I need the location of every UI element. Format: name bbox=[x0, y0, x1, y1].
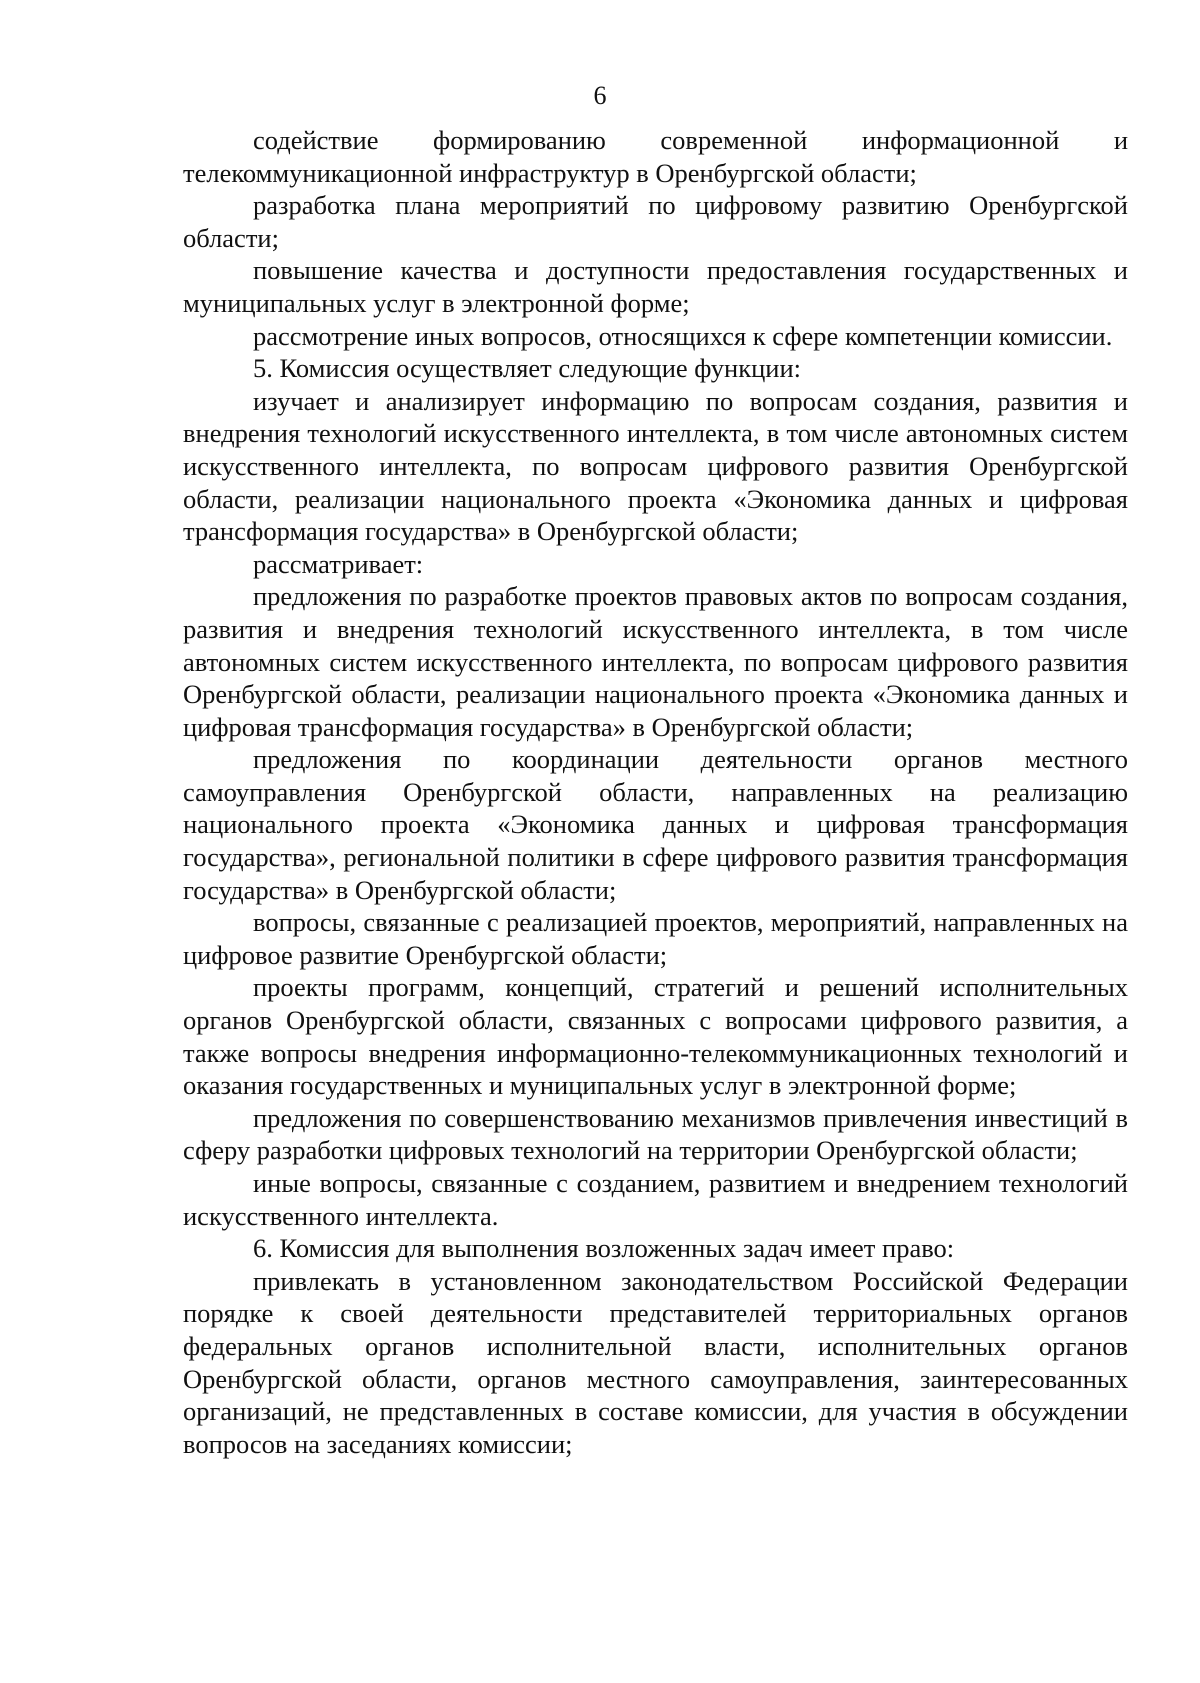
section-heading: 5. Комиссия осуществляет следующие функции: bbox=[253, 353, 801, 384]
page-number: 6 bbox=[593, 81, 607, 110]
paragraph: предложения по совершенствованию механизмов привлечения инвестиций в сферу разработки цифровых технологий на территории Оренбургской области; bbox=[183, 1102, 1128, 1166]
paragraph: изучает и анализирует информацию по вопросам создания, развития и внедрения технологий искусственного интеллекта, в том числе автономных систем искусственного интеллекта, по вопросам цифрового развития Оренбургской области, реализации национального проекта «Экономика данных и цифровая трансформация государства» в Оренбургской области; bbox=[183, 385, 1128, 547]
paragraph: привлекать в установленном законодательством Российской Федерации порядке к своей деятельности представителей территориальных органов федеральных органов исполнительной власти, исполнительных органов Оренбургской области, органов местного самоуправления, заинтересованных организаций, не представленных в составе комиссии, для участия в обсуждении вопросов на заседаниях комиссии; bbox=[183, 1265, 1128, 1459]
paragraph: предложения по координации деятельности органов местного самоуправления Оренбургской области, направленных на реализацию национального проекта «Экономика данных и цифровая трансформация государства», региональной политики в сфере цифрового развития трансформация государства» в Оренбургской области; bbox=[183, 744, 1128, 905]
paragraph: рассматривает: bbox=[253, 548, 424, 579]
paragraph: содействие формированию современной информационной и телекоммуникационной инфраструктур в Оренбургской области; bbox=[183, 125, 1128, 188]
paragraph: предложения по разработке проектов правовых актов по вопросам создания, развития и внедрения технологий искусственного интеллекта, в том числе автономных систем искусственного интеллекта, по вопросам цифрового развития Оренбургской области, реализации национального проекта «Экономика данных и цифровая трансформация государства» в Оренбургской области; bbox=[183, 581, 1128, 742]
paragraph: разработка плана мероприятий по цифровому развитию Оренбургской области; bbox=[183, 190, 1128, 253]
document-body bbox=[183, 124, 1128, 1460]
paragraph: иные вопросы, связанные с созданием, развитием и внедрением технологий искусственного интеллекта. bbox=[183, 1168, 1128, 1231]
paragraph: проекты программ, концепций, стратегий и решений исполнительных органов Оренбургской области, связанных с вопросами цифрового развития, а также вопросы внедрения информационно-телекоммуникационных технологий и оказания государственных и муниципальных услуг в электронной форме; bbox=[183, 972, 1128, 1101]
paragraph: рассмотрение иных вопросов, относящихся к сфере компетенции комиссии. bbox=[253, 320, 1113, 351]
paragraph: повышение качества и доступности предоставления государственных и муниципальных услуг в электронной форме; bbox=[183, 255, 1128, 318]
section-heading: 6. Комиссия для выполнения возложенных задач имеет право: bbox=[253, 1233, 955, 1264]
paragraph: вопросы, связанные с реализацией проектов, мероприятий, направленных на цифровое развитие Оренбургской области; bbox=[183, 907, 1128, 970]
